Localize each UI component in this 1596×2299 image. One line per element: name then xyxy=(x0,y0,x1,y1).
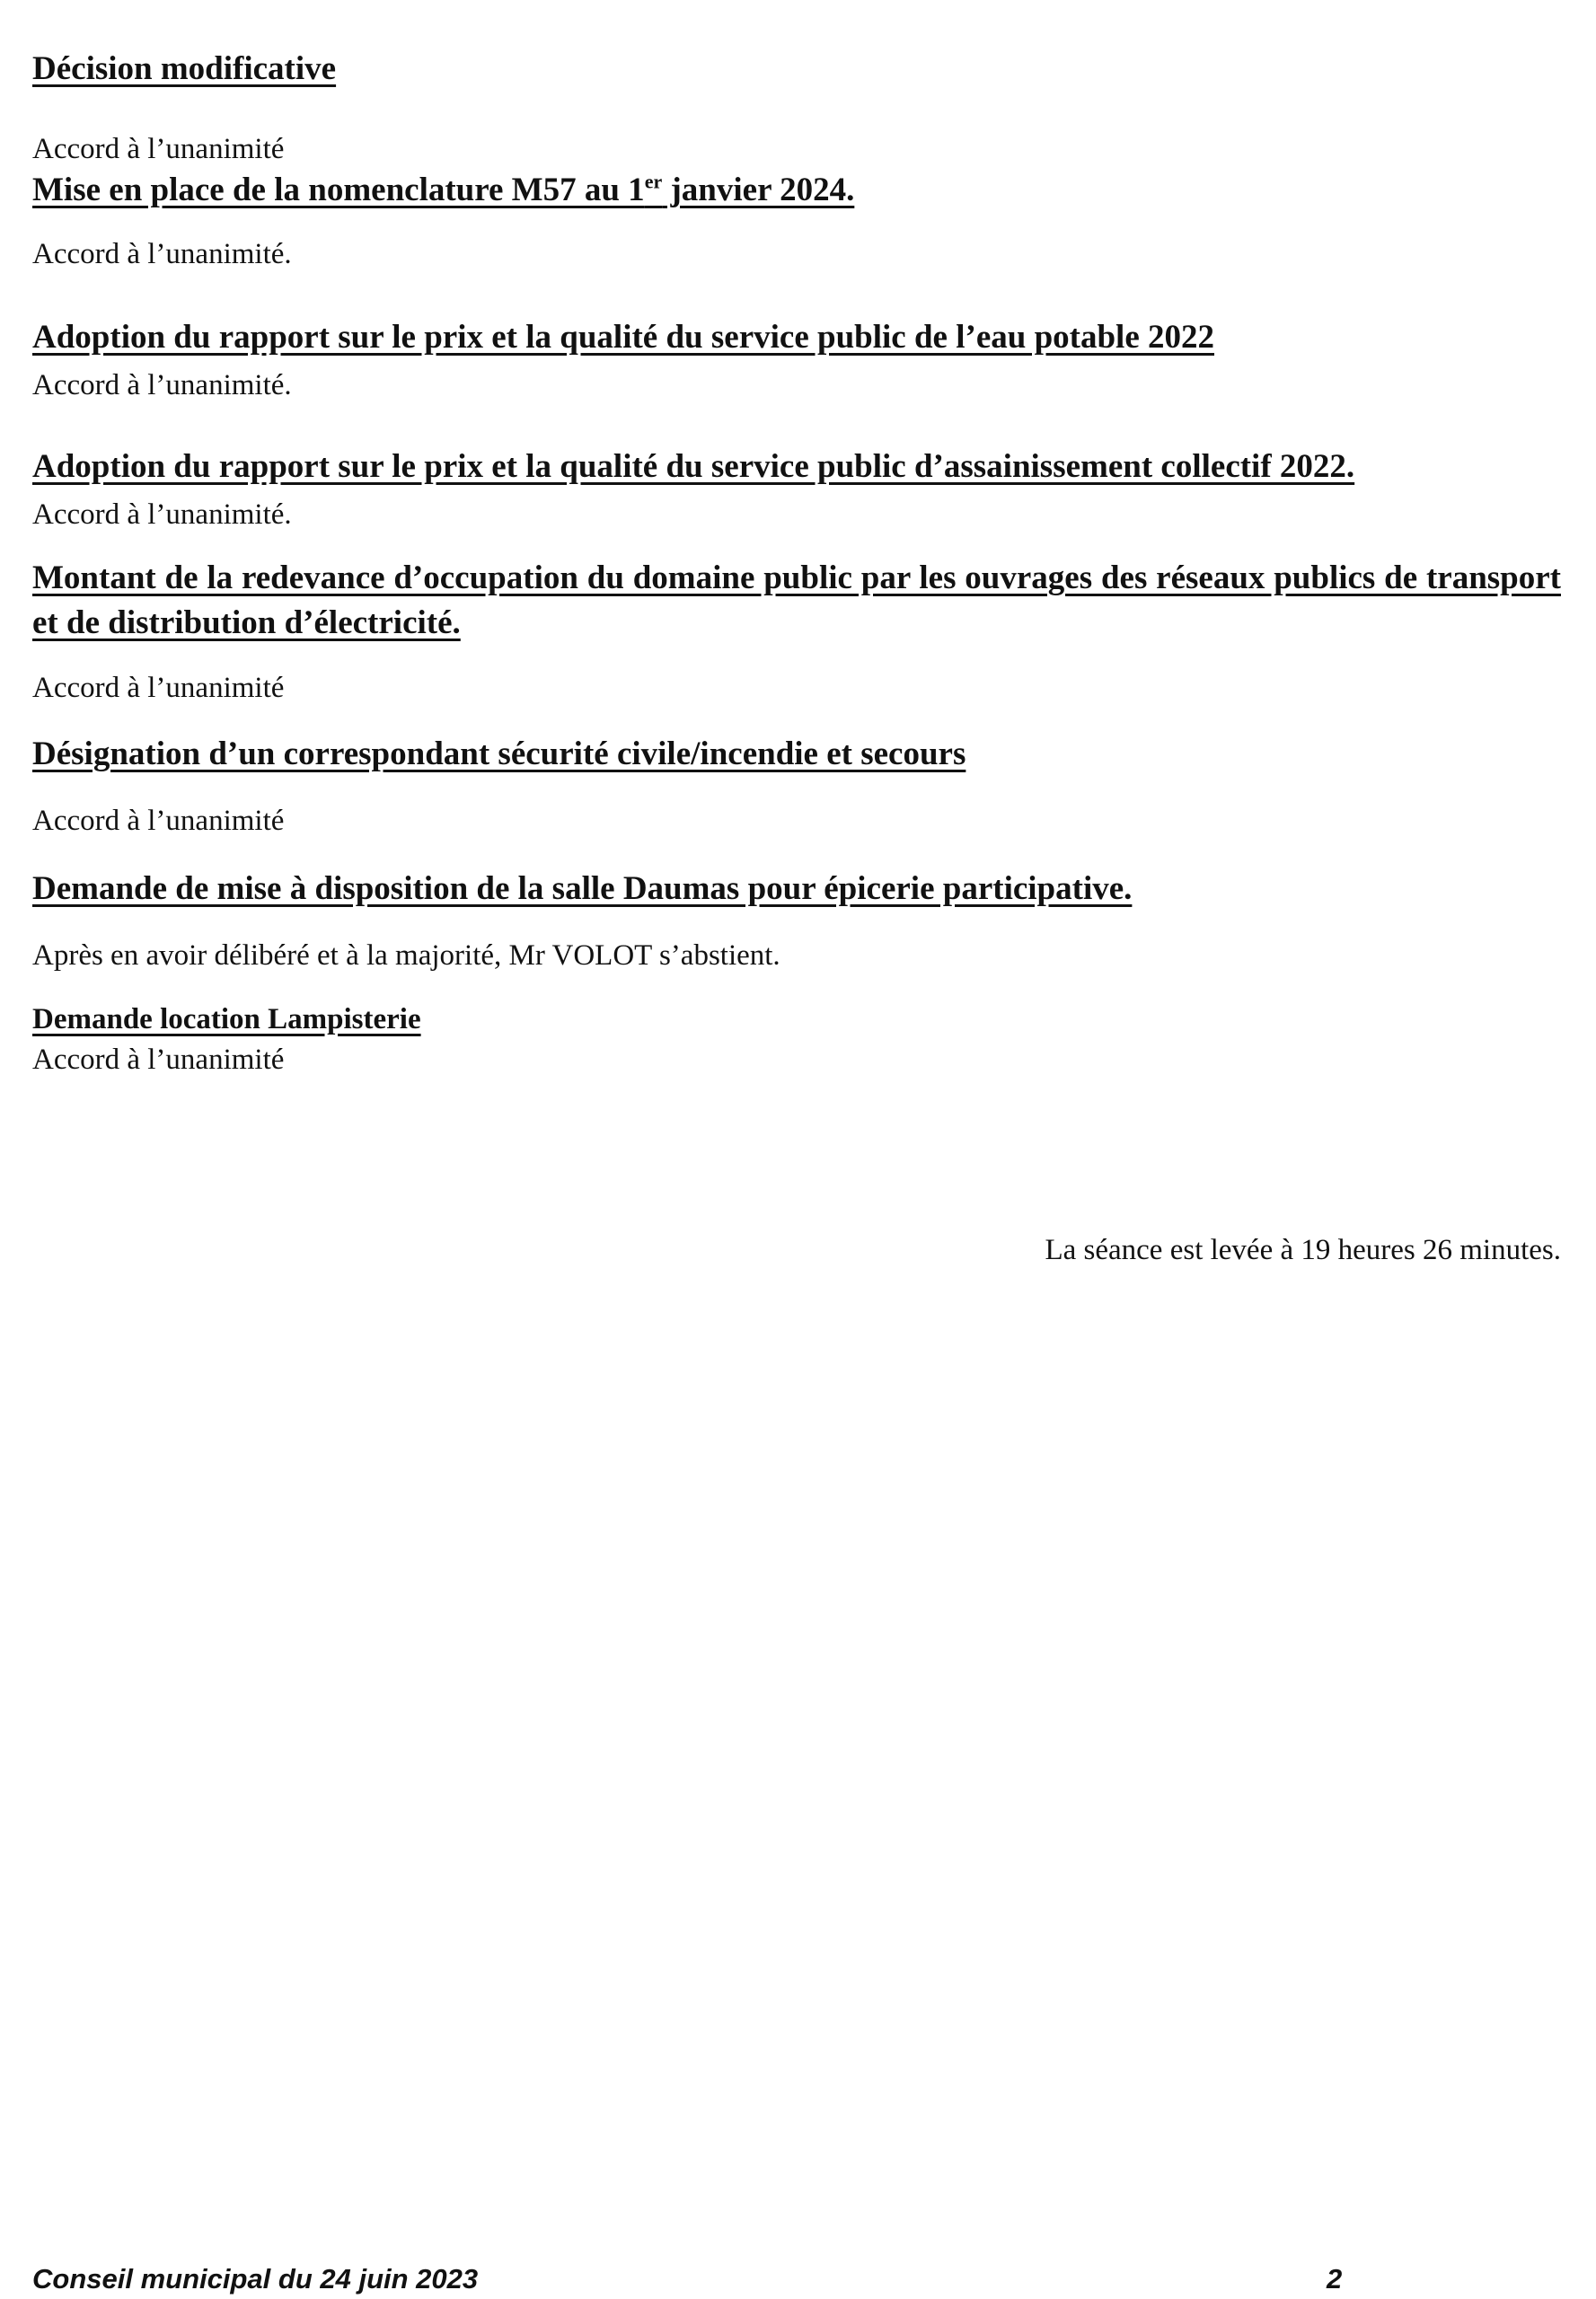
item-result: Accord à l’unanimité. xyxy=(32,369,292,401)
item-result: Accord à l’unanimité. xyxy=(32,238,292,270)
item-result: Accord à l’unanimité xyxy=(32,672,285,704)
item-result: Accord à l’unanimité xyxy=(32,133,285,165)
item-heading: Désignation d’un correspondant sécurité civile/incendie et secours xyxy=(32,736,966,772)
item-result: Après en avoir délibéré et à la majorité, Mr VOLOT s’abstient. xyxy=(32,939,780,972)
item-result: Accord à l’unanimité xyxy=(32,1044,285,1076)
page-number: 2 xyxy=(1327,2263,1343,2295)
heading-text: janvier 2024. xyxy=(662,172,855,208)
item-result: Accord à l’unanimité xyxy=(32,805,285,837)
closing-statement: La séance est levée à 19 heures 26 minutes. xyxy=(1045,1234,1561,1266)
heading-text: Mise en place de la nomenclature M57 au 1 xyxy=(32,172,645,208)
footer-title: Conseil municipal du 24 juin 2023 xyxy=(32,2263,479,2295)
item-heading: Demande location Lampisterie xyxy=(32,1003,421,1035)
item-heading: Demande de mise à disposition de la salle Daumas pour épicerie participative. xyxy=(32,870,1133,907)
heading-superscript: er xyxy=(644,170,663,193)
item-heading: Adoption du rapport sur le prix et la qualité du service public de l’eau potable 2022 xyxy=(32,319,1214,356)
item-heading xyxy=(32,171,854,209)
item-heading: Montant de la redevance d’occupation du domaine public par les ouvrages des réseaux publics de transport et de distribution d’électricité. xyxy=(32,559,1561,641)
item-heading: Décision modificative xyxy=(32,50,337,87)
item-heading: Adoption du rapport sur le prix et la qualité du service public d’assainissement collectif 2022. xyxy=(32,448,1355,485)
item-result: Accord à l’unanimité. xyxy=(32,498,292,531)
